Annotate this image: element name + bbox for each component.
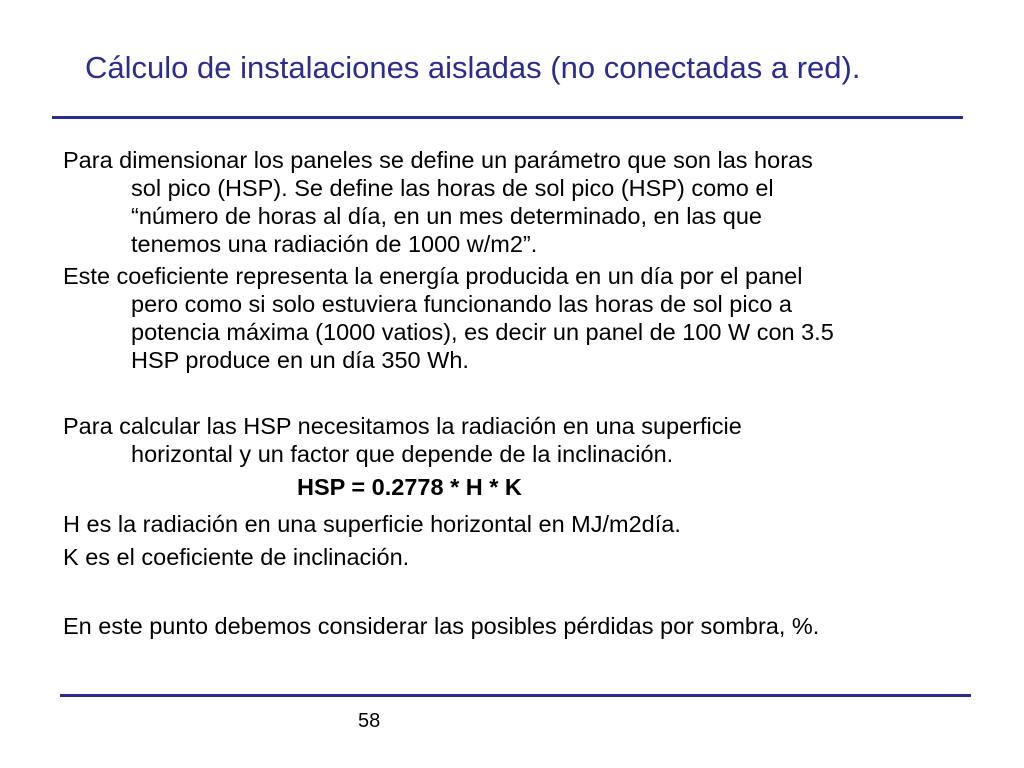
paragraph-hsp-definition	[63, 146, 993, 258]
text-line: potencia máxima (1000 vatios), es decir un panel de 100 W con 3.5	[131, 319, 834, 345]
text-line: tenemos una radiación de 1000 w/m2”.	[131, 231, 538, 257]
paragraph-coefficient	[63, 262, 993, 374]
text-line: pero como si solo estuviera funcionando las horas de sol pico a	[131, 291, 792, 317]
text-line: “número de horas al día, en un mes determinado, en las que	[131, 203, 762, 229]
paragraph-h-definition	[63, 510, 993, 538]
hsp-formula: HSP = 0.2778 * H * K	[297, 474, 522, 500]
paragraph-shadow-losses	[63, 612, 993, 640]
text-line: Este coeficiente representa la energía producida en un día por el panel	[63, 263, 803, 289]
text-line: sol pico (HSP). Se define las horas de sol pico (HSP) como el	[131, 175, 774, 201]
paragraph-k-definition	[63, 543, 993, 571]
slide-title: Cálculo de instalaciones aisladas (no conectadas a red).	[85, 50, 861, 85]
text-line: horizontal y un factor que depende de la inclinación.	[131, 441, 674, 467]
text-line: Para dimensionar los paneles se define un parámetro que son las horas	[63, 147, 813, 173]
title-divider	[52, 116, 963, 119]
page-number: 58	[358, 710, 381, 732]
footer-divider	[60, 694, 971, 697]
text-line: K es el coeficiente de inclinación.	[63, 544, 410, 570]
text-line: En este punto debemos considerar las posibles pérdidas por sombra, %.	[63, 613, 820, 639]
text-line: H es la radiación en una superficie horizontal en MJ/m2día.	[63, 511, 681, 537]
paragraph-calculation	[63, 412, 993, 468]
text-line: HSP produce en un día 350 Wh.	[131, 347, 469, 373]
text-line: Para calcular las HSP necesitamos la radiación en una superficie	[63, 413, 742, 439]
